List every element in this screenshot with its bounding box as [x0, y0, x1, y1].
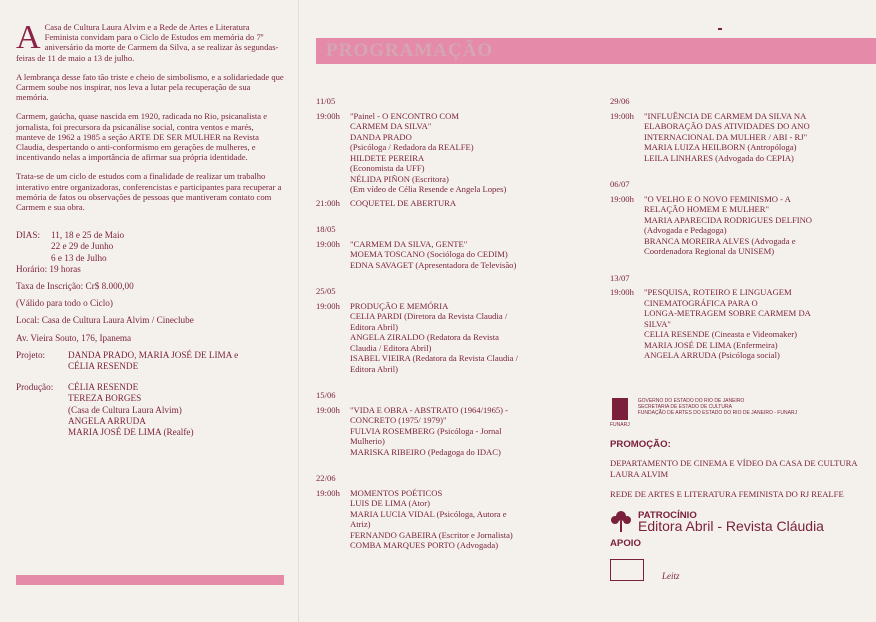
event-line: CELIA PARDI (Diretora da Revista Claudia /	[350, 311, 508, 321]
left-panel	[16, 19, 284, 444]
event-line: Editora Abril)	[350, 321, 398, 332]
funarj-logo	[610, 398, 630, 430]
intro-paragraph	[16, 19, 284, 63]
patrocinio-value: Editora Abril - Revista Cláudia	[638, 518, 824, 535]
event-line: "VIDA E OBRA - ABSTRATO (1964/1965) -	[350, 404, 509, 415]
event-line: LUIS DE LIMA (Ator)	[350, 498, 430, 508]
event-line: INTERNACIONAL DA MULHER / ABI - RJ"	[644, 131, 808, 142]
session-date: 15/06	[316, 390, 336, 400]
producao-3: ANGELA ARRUDA	[68, 415, 146, 426]
event-line: MARIA LUCIA VIDAL (Psicóloga, Autora e	[350, 508, 507, 519]
event-line: (Em vídeo de Célia Resende e Angela Lopes)	[350, 184, 507, 194]
tree-icon	[610, 509, 632, 533]
session-date: 13/07	[610, 272, 630, 283]
programacao-title: PROGRAMAÇÃO	[326, 40, 494, 61]
projeto-0: DANDA PRADO, MARIA JOSÉ DE LIMA e	[68, 349, 239, 360]
program-event	[316, 405, 596, 458]
promocao-1: DEPARTAMENTO DE CINEMA E VÍDEO DA CASA DE CULTURA LAURA ALVIM	[610, 458, 858, 479]
event-line: "Painel - O ENCONTRO COM	[350, 110, 460, 121]
apoio-logo-a	[610, 559, 644, 581]
local: Local: Casa de Cultura Laura Alvim / Cineclube	[16, 315, 194, 326]
paragraph-3: Carmem, gaúcha, quase nascida em 1920, radicada no Rio, psicanalista e jornalista, foi precursora da psicanálise social, contra ventos e marés, manteve de 1962 a 1985 a seção ARTE DE SER MULHER na Revista Claudia, despertando o anti-conformismo em gerações de mulheres, e incentivando nelas a importância de afirmar sua própria identidade.	[16, 111, 268, 163]
event-line: COQUETEL DE ABERTURA	[350, 197, 457, 208]
program-event	[316, 239, 596, 271]
event-line: LONGA-METRAGEM SOBRE CARMEM DA	[644, 308, 811, 318]
event-line: HILDETE PEREIRA	[350, 152, 425, 163]
apoio-logo-leitz: Leitz	[662, 571, 680, 582]
session-date: 18/05	[316, 224, 336, 234]
producao-block	[16, 382, 284, 438]
patrocinio-label: PATROCÍNIO	[638, 509, 697, 521]
program-session	[316, 473, 596, 551]
horario: Horário: 19 horas	[16, 263, 81, 274]
session-date: 06/07	[610, 179, 630, 189]
event-line: CELIA RESENDE (Cineasta e Videomaker)	[644, 329, 798, 339]
gov-line-0: GOVERNO DO ESTADO DO RIO DE JANEIRO	[637, 398, 745, 404]
event-lines	[644, 194, 812, 257]
event-line: Editora Abril)	[350, 363, 398, 374]
event-line: ELABORAÇÃO DAS ATIVIDADES DO ANO	[644, 121, 810, 131]
intro-text: Casa de Cultura Laura Alvim e a Rede de Artes e Literatura Feminista convidam para o Ciclo de Estudos em memória do 7º aniversário da morte de Carmem da Silva, a se realizar às segundas-feiras de 11 de maio a 13 de julho.	[16, 22, 279, 63]
producao-label: Produção:	[16, 382, 54, 393]
event-line: SILVA"	[644, 318, 671, 329]
event-line: Claudia / Editora Abril)	[350, 342, 432, 353]
fold-line	[298, 0, 299, 622]
event-info	[16, 230, 284, 438]
event-line: ISABEL VIEIRA (Redatora da Revista Claudia /	[350, 353, 519, 363]
program-event	[316, 198, 596, 209]
session-date: 22/06	[316, 473, 336, 483]
event-lines	[350, 239, 516, 271]
program-session	[316, 286, 596, 374]
event-line: Mulherio)	[350, 436, 385, 446]
program-event	[316, 111, 596, 195]
funarj-icon	[612, 398, 628, 420]
event-lines	[350, 301, 518, 375]
event-lines	[644, 111, 810, 164]
event-time: 19:00h	[316, 404, 340, 415]
dias-0: 11, 18 e 25 de Maio	[51, 230, 125, 241]
dias-1: 22 e 29 de Junho	[51, 241, 114, 252]
taxa: Taxa de Inscrição: Cr$ 8.000,00	[16, 281, 134, 292]
program-session	[610, 96, 872, 163]
producao-0: CÉLIA RESENDE	[68, 382, 139, 393]
event-line: MARIA APARECIDA RODRIGUES DELFINO	[644, 214, 812, 225]
dias-2: 6 e 13 de Julho	[51, 252, 107, 263]
event-time: 19:00h	[610, 110, 634, 121]
event-time: 21:00h	[316, 197, 340, 208]
event-line: BRANCA MOREIRA ALVES (Advogada e	[644, 235, 796, 246]
event-line: CONCRETO (1975/ 1979)"	[350, 415, 447, 425]
program-event	[610, 194, 872, 257]
apoio-logos	[610, 559, 872, 581]
event-line: DANDA PRADO	[350, 131, 412, 142]
program-session	[316, 96, 596, 208]
apoio-label: APOIO	[610, 538, 641, 550]
gov-text	[638, 398, 797, 416]
producao-4: MARIA JOSÉ DE LIMA (Realfe)	[68, 427, 194, 438]
gov-line-1: SECRETARIA DE ESTADO DE CULTURA	[637, 404, 732, 410]
producao-1: TEREZA BORGES	[68, 393, 142, 404]
dias-label: DIAS:	[16, 230, 40, 241]
event-lines	[644, 287, 811, 361]
event-line: "PESQUISA, ROTEIRO E LINGUAGEM	[644, 287, 792, 297]
event-lines	[350, 405, 508, 458]
event-line: MARISKA RIBEIRO (Pedagoga do IDAC)	[350, 446, 501, 457]
program-session	[610, 273, 872, 361]
event-lines	[350, 488, 513, 551]
event-line: "CARMEM DA SILVA, GENTE"	[350, 238, 468, 249]
projeto-block	[16, 350, 284, 372]
gov-block	[610, 398, 872, 430]
event-line: LEILA LINHARES (Advogada do CEPIA)	[644, 152, 794, 163]
session-date: 11/05	[316, 96, 336, 106]
event-time: 19:00h	[316, 300, 340, 311]
paragraph-2: A lembrança desse fato tão triste e cheio de simbolismo, e a solidariedade que Carmem soube nos inspirar, nos leva a lutar pela recuperação de sua memória.	[16, 71, 284, 103]
program-event	[316, 488, 596, 551]
event-line: RELAÇÃO HOMEM E MULHER"	[644, 204, 770, 214]
event-line: "INFLUÊNCIA DE CARMEM DA SILVA NA	[644, 110, 807, 121]
event-line: ANGELA ZIRALDO (Redatora da Revista	[350, 332, 499, 342]
program-column-2	[610, 96, 872, 377]
valido: (Válido para todo o Ciclo)	[16, 298, 113, 309]
event-line: (Psicóloga / Redadora da REALFE)	[350, 142, 474, 152]
patrocinio-text	[638, 509, 824, 535]
session-date: 29/06	[610, 96, 630, 106]
event-line: Coordenadora Regional da UNISEM)	[644, 246, 775, 256]
event-line: MARIA LUIZA HEILBORN (Antropóloga)	[644, 142, 797, 152]
funarj-caption: FUNARJ	[610, 422, 630, 428]
event-line: CARMEM DA SILVA"	[350, 121, 432, 131]
event-time: 19:00h	[610, 193, 634, 204]
event-time: 19:00h	[316, 110, 340, 121]
promocao-2: REDE DE ARTES E LITERATURA FEMINISTA DO RJ REALFE	[610, 488, 844, 499]
event-line: NÉLIDA PIÑON (Escritora)	[350, 173, 449, 184]
left-pink-bar	[16, 575, 284, 585]
event-line: MOEMA TOSCANO (Socióloga do CEDIM)	[350, 249, 508, 259]
event-line: "O VELHO E O NOVO FEMINISMO - A	[644, 193, 791, 204]
event-line: ANGELA ARRUDA (Psicóloga social)	[644, 350, 780, 360]
dropcap: A	[16, 19, 41, 56]
event-line: (Advogada e Pedagoga)	[644, 225, 727, 235]
sponsor-panel	[610, 398, 872, 581]
projeto-1: CÉLIA RESENDE	[68, 361, 139, 372]
projeto-label: Projeto:	[16, 349, 46, 360]
program-event	[316, 301, 596, 375]
producao-2: (Casa de Cultura Laura Alvim)	[68, 404, 182, 415]
program-column-1	[316, 96, 596, 567]
event-line: MOMENTOS POÉTICOS	[350, 487, 443, 498]
event-line: PRODUÇÃO E MEMÓRIA	[350, 300, 449, 311]
event-line: FULVIA ROSEMBERG (Psicóloga - Jornal	[350, 425, 502, 436]
gov-line-2: FUNDAÇÃO DE ARTES DO ESTADO DO RIO DE JANEIRO - FUNARJ	[637, 410, 798, 416]
endereco: Av. Vieira Souto, 176, Ipanema	[16, 332, 132, 343]
event-lines	[350, 111, 506, 195]
program-session	[316, 224, 596, 270]
event-line: EDNA SAVAGET (Apresentadora de Televisão)	[350, 259, 517, 270]
event-lines	[350, 198, 456, 209]
event-line: COMBA MARQUES PORTO (Advogada)	[350, 540, 499, 550]
event-line: (Economista da UFF)	[350, 163, 425, 173]
session-date: 25/05	[316, 286, 336, 296]
event-line: Atriz)	[350, 519, 371, 529]
paragraph-4: Trata-se de um ciclo de estudos com a finalidade de realizar um trabalho interativo entre organizadoras, conferencistas e participantes para recuperar a memória de fatos ou observações de pessoas que mantiveram contato com Carmem e sua obra.	[16, 171, 282, 213]
program-session	[610, 179, 872, 257]
dias-block	[16, 230, 284, 275]
event-line: FERNANDO GABEIRA (Escritor e Jornalista)	[350, 529, 513, 540]
event-time: 19:00h	[610, 287, 634, 297]
event-line: CINEMATOGRÁFICA PARA O	[644, 297, 758, 308]
program-event	[610, 287, 872, 361]
event-line: MARIA JOSÉ DE LIMA (Enfermeira)	[644, 339, 778, 350]
patrocinio-block	[610, 509, 872, 533]
promocao-label: PROMOÇÃO:	[610, 439, 671, 451]
event-time: 19:00h	[316, 487, 340, 498]
event-time: 19:00h	[316, 238, 340, 249]
program-event	[610, 111, 872, 164]
program-session	[316, 390, 596, 457]
fold-mark	[718, 28, 722, 30]
